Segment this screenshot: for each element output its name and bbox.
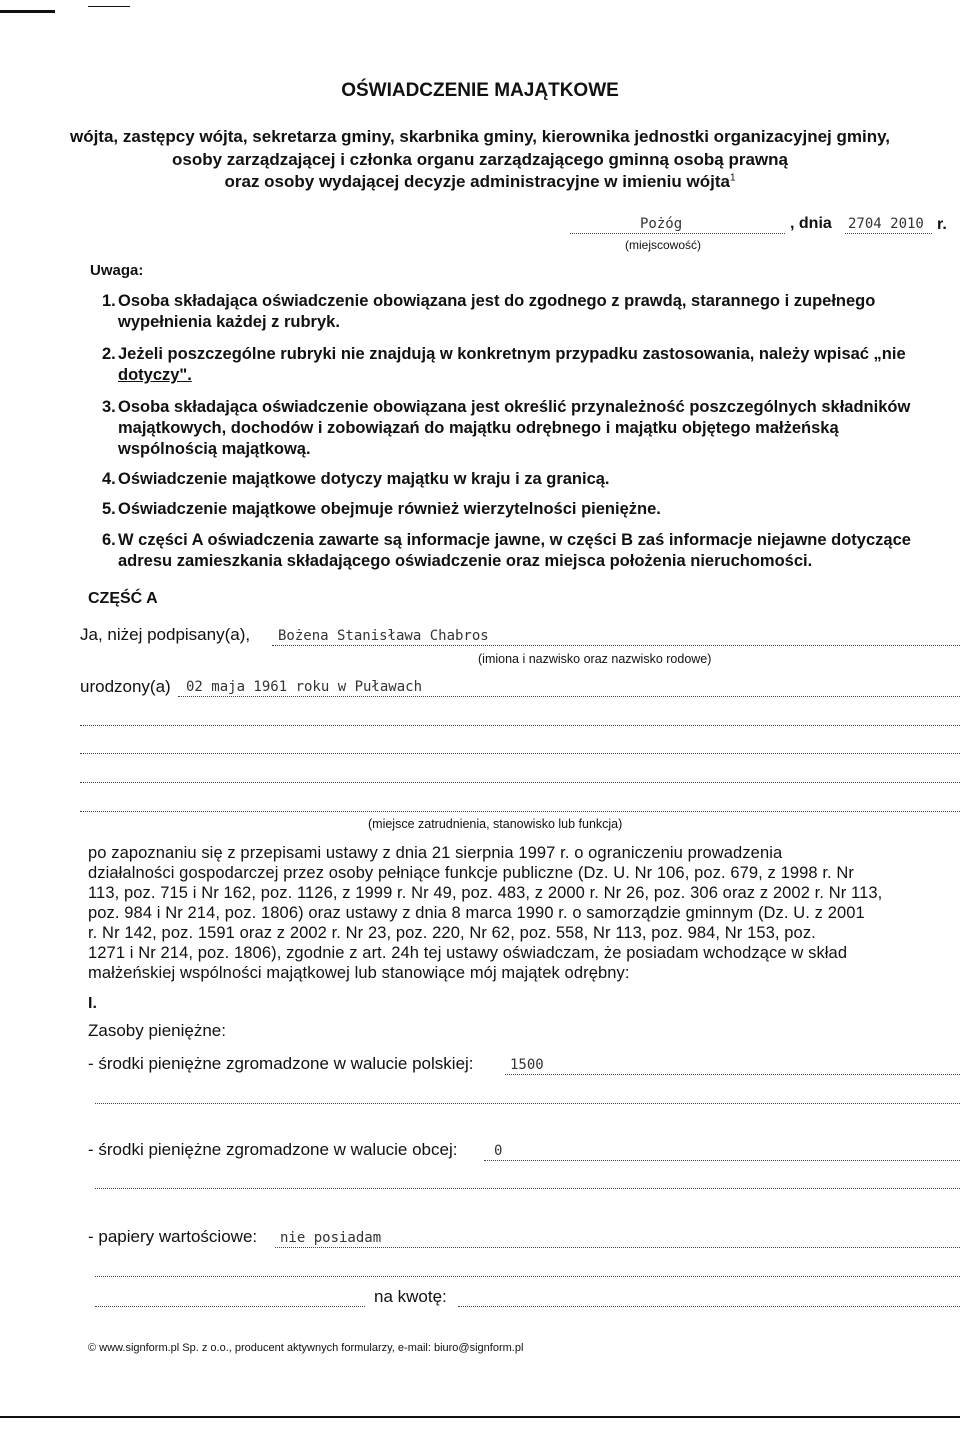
statement-line-5: r. Nr 142, poz. 1591 oraz z 2002 r. Nr 23, poz. 220, Nr 62, poz. 558, Nr 113, poz. 984, Nr 153, poz.	[88, 924, 816, 942]
employment-line-3	[80, 782, 960, 783]
name-line	[272, 645, 960, 646]
note-4-num: 4.	[102, 470, 116, 488]
statement-line-4: poz. 984 i Nr 214, poz. 1806) oraz ustawy z dnia 8 marca 1990 r. o samorządzie gminnym (Dz. U. z 2001	[88, 904, 865, 922]
amount-line	[458, 1306, 960, 1307]
scan-mark-top	[88, 6, 130, 7]
r-label: r.	[937, 216, 947, 233]
foreign-value: 0	[494, 1143, 503, 1159]
scan-mark-bottom	[0, 1416, 960, 1418]
employment-caption: (miejsce zatrudnienia, stanowisko lub funkcja)	[368, 817, 623, 831]
employment-line-1	[80, 725, 960, 726]
note-1-num: 1.	[102, 292, 116, 310]
foreign-label: - środki pieniężne zgromadzone w walucie obcej:	[88, 1140, 458, 1159]
born-label: urodzony(a)	[80, 677, 171, 696]
note-2-line-1: Jeżeli poszczególne rubryki nie znajdują w konkretnym przypadku zastosowania, należy wpisać „nie	[118, 345, 906, 363]
employment-line-2	[80, 753, 960, 754]
section-1-number: I.	[88, 995, 97, 1012]
date-value: 2704 2010	[848, 216, 924, 232]
pln-value: 1500	[510, 1057, 544, 1073]
note-4-line-1: Oświadczenie majątkowe dotyczy majątku w kraju i za granicą.	[118, 470, 610, 488]
footnote-ref: 1	[729, 172, 736, 184]
place-caption: (miejscowość)	[625, 238, 702, 252]
foreign-line	[484, 1160, 960, 1161]
note-3-line-2: majątkowych, dochodów i zobowiązań do majątku odrębnego i majątku objętego małżeńską	[118, 419, 839, 437]
name-value: Bożena Stanisława Chabros	[278, 628, 489, 644]
header-line-2: osoby zarządzającej i członka organu zarządzającego gminną osobą prawną	[172, 150, 788, 169]
statement-line-3: 113, poz. 715 i Nr 162, poz. 1126, z 1999 r. Nr 49, poz. 483, z 2000 r. Nr 26, poz. 306 oraz z 2002 r. Nr 113,	[88, 884, 883, 902]
note-2-num: 2.	[102, 345, 116, 363]
pln-label: - środki pieniężne zgromadzone w walucie polskiej:	[88, 1054, 474, 1073]
employment-line-4	[80, 811, 960, 812]
name-caption: (imiona i nazwisko oraz nazwisko rodowe)	[478, 652, 712, 666]
note-2-line-2: dotyczy".	[118, 366, 192, 384]
note-5-num: 5.	[102, 500, 116, 518]
amount-line-left	[95, 1306, 365, 1307]
place-line	[570, 233, 785, 234]
born-value: 02 maja 1961 roku w Puławach	[186, 679, 423, 695]
statement-line-6: 1271 i Nr 214, poz. 1806), zgodnie z art. 24h tej ustawy oświadczam, że posiadam wchodzące w skład	[88, 944, 848, 962]
dnia-label: , dnia	[790, 215, 832, 232]
born-line	[178, 696, 960, 697]
name-label: Ja, niżej podpisany(a),	[80, 625, 251, 644]
pln-extra-line	[95, 1103, 960, 1104]
section-1-heading: Zasoby pieniężne:	[88, 1021, 226, 1040]
note-1-line-2: wypełnienia każdej z rubryk.	[118, 313, 340, 331]
header-line-3-text: oraz osoby wydającej decyzje administracyjne w imieniu wójta	[224, 172, 730, 191]
securities-value: nie posiadam	[280, 1230, 382, 1246]
uwaga-label: Uwaga:	[90, 262, 144, 279]
note-6-line-2: adresu zamieszkania składającego oświadczenie oraz miejsca położenia nieruchomości.	[118, 552, 813, 570]
place-value: Pożóg	[640, 216, 683, 232]
note-3-num: 3.	[102, 398, 116, 416]
amount-label: na kwotę:	[374, 1287, 447, 1306]
note-3-line-3: wspólnością majątkową.	[118, 440, 311, 458]
pln-line	[505, 1074, 960, 1075]
statement-line-1: po zapoznaniu się z przepisami ustawy z dnia 21 sierpnia 1997 r. o ograniczeniu prowadzenia	[88, 844, 783, 862]
note-5-line-1: Oświadczenie majątkowe obejmuje również wierzytelności pieniężne.	[118, 500, 661, 518]
header-line-3	[0, 172, 960, 192]
date-line	[845, 233, 932, 234]
note-3-line-1: Osoba składająca oświadczenie obowiązana jest określić przynależność poszczególnych składników	[118, 398, 911, 416]
footer: © www.signform.pl Sp. z o.o., producent aktywnych formularzy, e-mail: biuro@signform.pl	[88, 1342, 524, 1354]
header-line-1: wójta, zastępcy wójta, sekretarza gminy, skarbnika gminy, kierownika jednostki organizacyjnej gminy,	[69, 127, 891, 146]
statement-line-2: działalności gospodarczej przez osoby pełniące funkcje publiczne (Dz. U. Nr 106, poz. 679, z 1998 r. Nr	[88, 864, 855, 882]
statement-line-7: małżeńskiej wspólności majątkowej lub stanowiące mój majątek odrębny:	[88, 964, 630, 982]
part-a-heading: CZĘŚĆ A	[88, 590, 158, 607]
note-6-line-1: W części A oświadczenia zawarte są informacje jawne, w części B zaś informacje niejawne dotyczące	[118, 531, 911, 549]
foreign-extra-line	[95, 1188, 960, 1189]
document-title: OŚWIADCZENIE MAJĄTKOWE	[341, 80, 619, 101]
securities-label: - papiery wartościowe:	[88, 1227, 258, 1246]
securities-line	[275, 1247, 960, 1248]
note-6-num: 6.	[102, 531, 116, 549]
securities-extra-line	[95, 1276, 960, 1277]
scan-mark-top-left	[0, 10, 55, 13]
note-1-line-1: Osoba składająca oświadczenie obowiązana jest do zgodnego z prawdą, starannego i zupełnego	[118, 292, 876, 310]
